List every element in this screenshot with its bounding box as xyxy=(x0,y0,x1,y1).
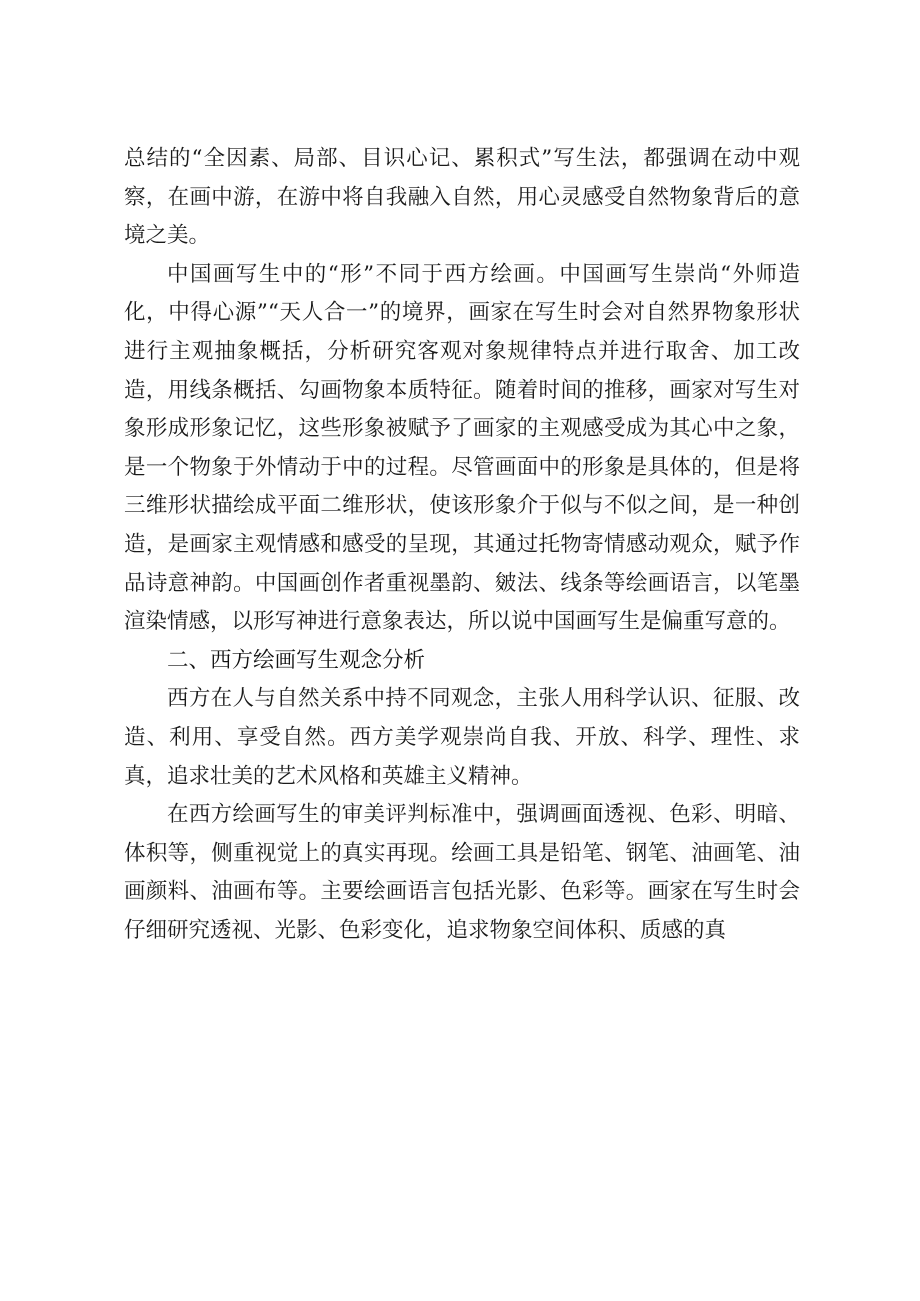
paragraph-western-view: 西方在人与自然关系中持不同观念，主张人用科学认识、征服、改造、利用、享受自然。西方美学观崇尚自我、开放、科学、理性、求真，追求壮美的艺术风格和英雄主义精神。 xyxy=(124,686,800,789)
paragraph-western-aesthetics: 在西方绘画写生的审美评判标准中，强调画面透视、色彩、明暗、体积等，侧重视觉上的真实再现。绘画工具是铅笔、钢笔、油画笔、油画颜料、油画布等。主要绘画语言包括光影、色彩等。画家在写生时会仔细研究透视、光影、色彩变化，追求物象空间体积、质感的真 xyxy=(124,802,800,943)
paragraph-continued: 总结的“全因素、局部、目识心记、累积式”写生法，都强调在动中观察，在画中游，在游中将自我融入自然，用心灵感受自然物象背后的意境之美。 xyxy=(124,146,800,249)
section-heading: 二、西方绘画写生观念分析 xyxy=(167,647,426,673)
document-body xyxy=(124,140,800,950)
paragraph-chinese-painting-form: 中国画写生中的“形”不同于西方绘画。中国画写生崇尚“外师造化，中得心源”“天人合一”的境界，画家在写生时会对自然界物象形状进行主观抽象概括，分析研究客观对象规律特点并进行取舍、加工改造，用线条概括、勾画物象本质特征。随着时间的推移，画家对写生对象形成形象记忆，这些形象被赋予了画家的主观感受成为其心中之象，是一个物象于外情动于中的过程。尽管画面中的形象是具体的，但是将三维形状描绘成平面二维形状，使该形象介于似与不似之间，是一种创造，是画家主观情感和感受的呈现，其通过托物寄情感动观众，赋予作品诗意神韵。中国画创作者重视墨韵、皴法、线条等绘画语言，以笔墨渲染情感，以形写神进行意象表达，所以说中国画写生是偏重写意的。 xyxy=(124,261,800,635)
